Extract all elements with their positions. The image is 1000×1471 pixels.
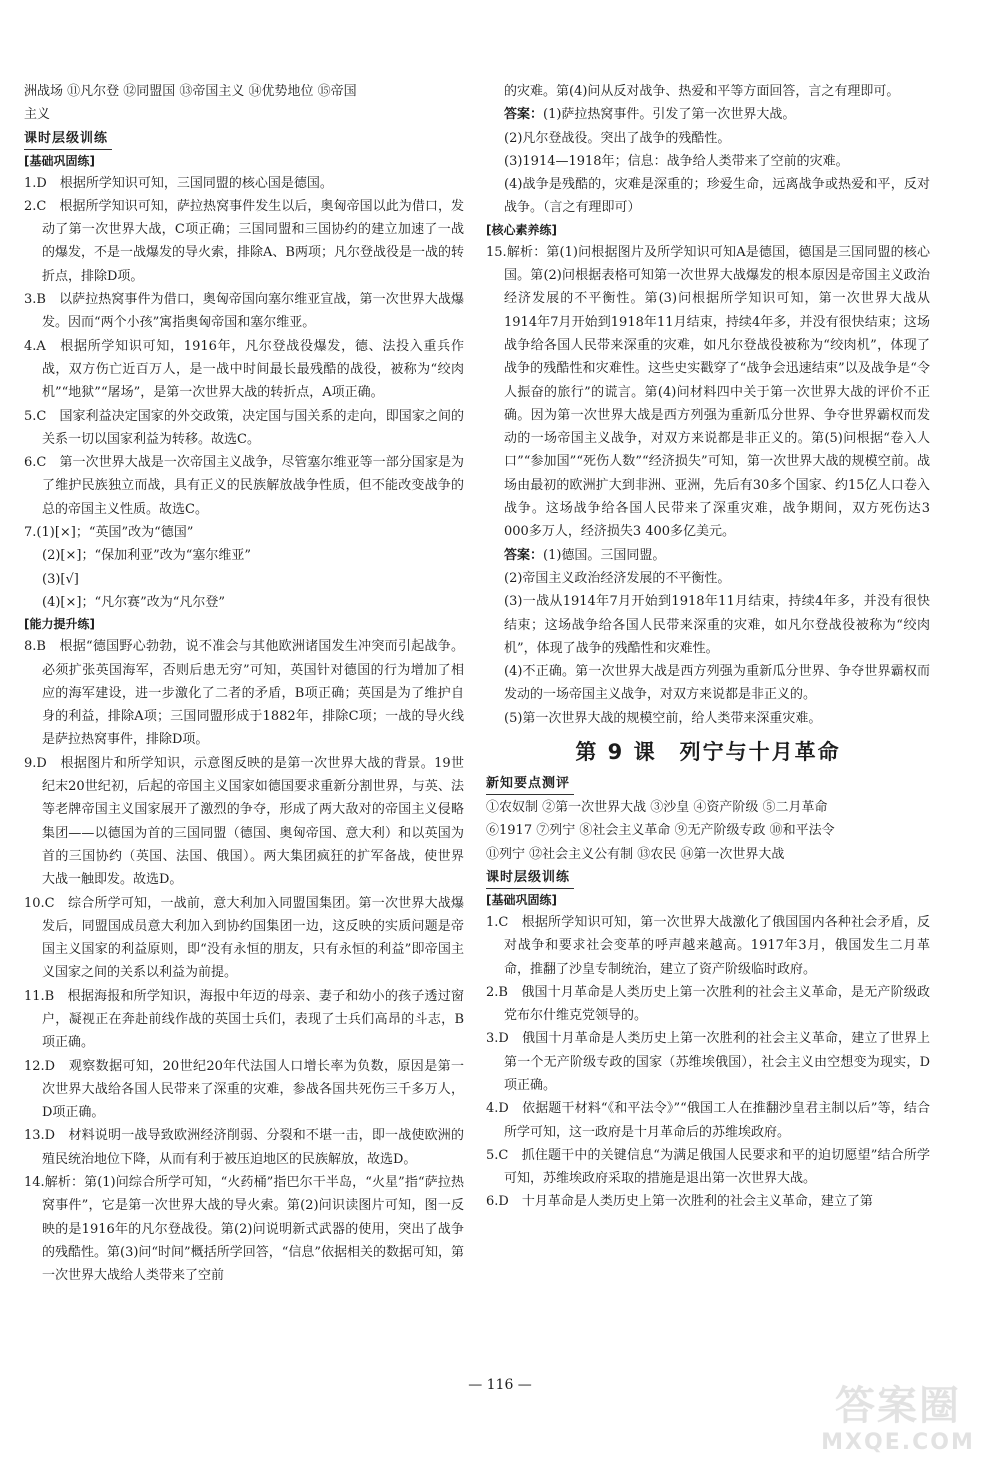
answer-item: 4.D 依据题干材料“《和平法令》”“俄国工人在推翻沙皇君主制以后”等，结合所学可知，这一政府是十月革命后的苏维埃政府。 — [486, 1101, 930, 1140]
q7-line: (2)[×]；“保加利亚”改为“塞尔维亚” — [42, 548, 252, 564]
answer-item: 3.B 以萨拉热窝事件为借口，奥匈帝国向塞尔维亚宣战，第一次世界大战爆发。因而“两个小孩”寓指奥匈帝国和塞尔维亚。 — [24, 292, 464, 331]
answer-line: (2)帝国主义政治经济发展的不平衡性。 — [504, 570, 731, 586]
ability-label: [能力提升练] — [24, 617, 95, 632]
answer-block — [486, 544, 930, 567]
intro-line: 洲战场 ⑪凡尔登 ⑫同盟国 ⑬帝国主义 ⑭优势地位 ⑮帝国 — [24, 84, 357, 99]
answer-item: 2.B 俄国十月革命是人类历史上第一次胜利的社会主义革命，是无产阶级政党布尔什维克党领导的。 — [486, 984, 930, 1024]
right-column — [486, 80, 930, 1214]
answer-line: (1)萨拉热窝事件。引发了第一次世界大战。 — [543, 107, 796, 123]
answer-line: (2)凡尔登战役。突出了战争的残酷性。 — [504, 130, 731, 146]
key-points-line: ⑪列宁 ⑫社会主义公有制 ⑬农民 ⑭第一次世界大战 — [486, 846, 785, 862]
basic-label: [基础巩固练] — [24, 153, 95, 168]
section-title: 新知要点测评 — [486, 774, 574, 795]
intro-line: 主义 — [24, 107, 51, 123]
core-label: [核心素养练] — [486, 222, 557, 237]
watermark-logo — [812, 1382, 984, 1464]
key-points-line: ⑥1917 ⑦列宁 ⑧社会主义革命 ⑨无产阶级专政 ⑩和平法令 — [486, 823, 835, 839]
q7-line: 7.(1)[×]；“英国”改为“德国” — [24, 525, 194, 541]
analysis-item: 15.解析：第(1)问根据图片及所学知识可知A是德国，德国是三国同盟的核心国。第(2)问根据表格可知第一次世界大战爆发的根本原因是帝国主义政治经济发展的不平衡性。第(3)问根据所学知识可知，第一次世界大战从1914年7月开始到1918年11月结束，持续4年多，并没有很快结束；这场战争给各国人民带来深重的灾难，如凡尔登战役被称为“绞肉机”，体现了战争的残酷性和灾难性。这些史实戳穿了“战争会迅速结束”以及战争是“令人振奋的旅行”的谎言。第(4)问材料四中关于第一次世界大战的评价不正确。因为第一次世界大战是西方列强为重新瓜分世界、争夺世界霸权而发动的一场帝国主义战争，对双方来说都是非正义的。第(5)问根据“卷入人口”“参加国”“死伤人数”“经济损失”可知，第一次世界大战的规模空前。战场由最初的欧洲扩大到非洲、亚洲，先后有30多个国家、约15亿人口卷入战争。这场战争给各国人民带来了深重灾难，战争期间，双方死伤达3 000多万人，经济损失3 400多亿美元。 — [486, 244, 930, 540]
continuation-line: 的灾难。第(4)问从反对战争、热爱和平等方面回答，言之有理即可。 — [504, 84, 900, 99]
key-points-line: ①农奴制 ②第一次世界大战 ③沙皇 ④资产阶级 ⑤二月革命 — [486, 800, 828, 816]
answer-item: 1.C 根据所学知识可知，第一次世界大战激化了俄国国内各种社会矛盾，反对战争和要求社会变革的呼声越来越高。1917年3月，俄国发生二月革命，推翻了沙皇专制统治，建立了资产阶级临时政府。 — [486, 914, 930, 977]
answer-block — [486, 103, 930, 126]
answer-item: 4.A 根据所学知识可知，1916年，凡尔登战役爆发，德、法投入重兵作战，双方伤亡近百万人，是一战中时间最长最残酷的战役，被称为“绞肉机”“地狱”“屠场”，是第一次世界大战的转折点，A项正确。 — [24, 338, 464, 401]
answer-item: 5.C 抓住题干中的关键信息“为满足俄国人民要求和平的迫切愿望”结合所学可知，苏维埃政府采取的措施是退出第一次世界大战。 — [486, 1147, 930, 1187]
answer-line: (1)德国。三国同盟。 — [543, 547, 666, 563]
answer-item: 2.C 根据所学知识可知，萨拉热窝事件发生以后，奥匈帝国以此为借口，发动了第一次世界大战，C项正确；三国同盟和三国协约的建立加速了一战的爆发，不是一战爆发的导火索，排除A、B两项；凡尔登战役是一战的转折点，排除D项。 — [24, 198, 464, 284]
answer-line: (4)不正确。第一次世界大战是西方列强为重新瓜分世界、争夺世界霸权而发动的一场帝国主义战争，对双方来说都是非正义的。 — [504, 664, 930, 703]
answer-item: 11.B 根据海报和所学知识，海报中年迈的母亲、妻子和幼小的孩子透过窗户，凝视正在奔赴前线作战的英国士兵们，表现了士兵们高昂的斗志，B项正确。 — [24, 988, 464, 1051]
answer-item: 9.D 根据图片和所学知识，示意图反映的是第一次世界大战的背景。19世纪末20世纪初，后起的帝国主义国家如德国要求重新分割世界，与英、法等老牌帝国主义国家展开了激烈的争夺，形成了两大敌对的帝国主义侵略集团——以德国为首的三国同盟（德国、奥匈帝国、意大利）和以英国为首的三国协约（英国、法国、俄国）。两大集团疯狂的扩军备战，使世界大战一触即发。故选D。 — [24, 755, 464, 888]
answer-line: (4)战争是残酷的，灾难是深重的；珍爱生命，远离战争或热爱和平，反对战争。（言之有理即可） — [504, 177, 930, 216]
answer-item: 10.C 综合所学可知，一战前，意大利加入同盟国集团。第一次世界大战爆发后，同盟国成员意大利加入到协约国集团一边，这反映的实质问题是帝国主义国家的利益原则，即“没有永恒的朋友，只有永恒的利益”即帝国主义国家之间的关系以利益为前提。 — [24, 895, 464, 981]
answer-item: 1.D 根据所学知识可知，三国同盟的核心国是德国。 — [24, 175, 333, 191]
answer-item: 14.解析：第(1)问综合所学可知，“火药桶”指巴尔干半岛，“火星”指“萨拉热窝事件”，它是第一次世界大战的导火索。第(2)问识读图片可知，图一反映的是1916年的凡尔登战役。第(2)问说明新式武器的使用，突出了战争的残酷性。第(3)问“时间”概括所学回答，“信息”依据相关的数据可知，第一次世界大战给人类带来了空前 — [24, 1175, 464, 1284]
answer-line: (5)第一次世界大战的规模空前，给人类带来深重灾难。 — [504, 710, 822, 726]
q7-line: (4)[×]；“凡尔赛”改为“凡尔登” — [42, 594, 226, 610]
answer-item: 6.D 十月革命是人类历史上第一次胜利的社会主义革命，建立了第 — [486, 1194, 873, 1210]
answer-item: 13.D 材料说明一战导致欧洲经济削弱、分裂和不堪一击，即一战使欧洲的殖民统治地位下降，从而有利于被压迫地区的民族解放，故选D。 — [24, 1128, 464, 1167]
answer-item: 3.D 俄国十月革命是人类历史上第一次胜利的社会主义革命，建立了世界上第一个无产阶级专政的国家（苏维埃俄国），社会主义由空想变为现实，D项正确。 — [486, 1031, 930, 1093]
watermark-text: 答案圈 — [835, 1383, 961, 1429]
answer-line: (3)1914—1918年；信息：战争给人类带来了空前的灾难。 — [504, 153, 849, 169]
left-column — [24, 80, 464, 1288]
q7-line: (3)[√] — [42, 571, 79, 587]
answer-item: 8.B 根据“德国野心勃勃，说不准会与其他欧洲诸国发生冲突而引起战争。必须扩张英国海军，否则后患无穷”可知，英国针对德国的行为增加了相应的海军建设，进一步激化了二者的矛盾，B项正确；英国是为了维护自身的利益，排除A项；三国同盟形成于1882年，排除C项；一战的导火线是萨拉热窝事件，排除D项。 — [24, 639, 464, 748]
answer-label: 答案： — [504, 547, 544, 563]
page-number: — 116 — — [468, 1377, 532, 1393]
answer-item: 12.D 观察数据可知，20世纪20年代法国人口增长率为负数，原因是第一次世界大战给各国人民带来了深重的灾难，参战各国共死伤三千多万人，D项正确。 — [24, 1058, 464, 1121]
section-title: 课时层级训练 — [486, 868, 574, 889]
lesson-title: 第 9 课 列宁与十月革命 — [575, 740, 841, 765]
section-title: 课时层级训练 — [24, 129, 112, 150]
watermark-url: MXQE.COM — [821, 1430, 975, 1455]
answer-label: 答案： — [504, 107, 544, 123]
basic-label: [基础巩固练] — [486, 892, 557, 907]
answer-line: (3)一战从1914年7月开始到1918年11月结束，持续4年多，并没有很快结束；这场战争给各国人民带来深重的灾难，如凡尔登战役被称为“绞肉机”，体现了战争的残酷性和灾难性。 — [504, 594, 930, 656]
answer-item: 5.C 国家利益决定国家的外交政策，决定国与国关系的走向，即国家之间的关系一切以国家利益为转移。故选C。 — [24, 408, 464, 447]
answer-item: 6.C 第一次世界大战是一次帝国主义战争，尽管塞尔维亚等一部分国家是为了维护民族独立而战，具有正义的民族解放战争性质，但不能改变战争的总的帝国主义性质。故选C。 — [24, 455, 464, 517]
